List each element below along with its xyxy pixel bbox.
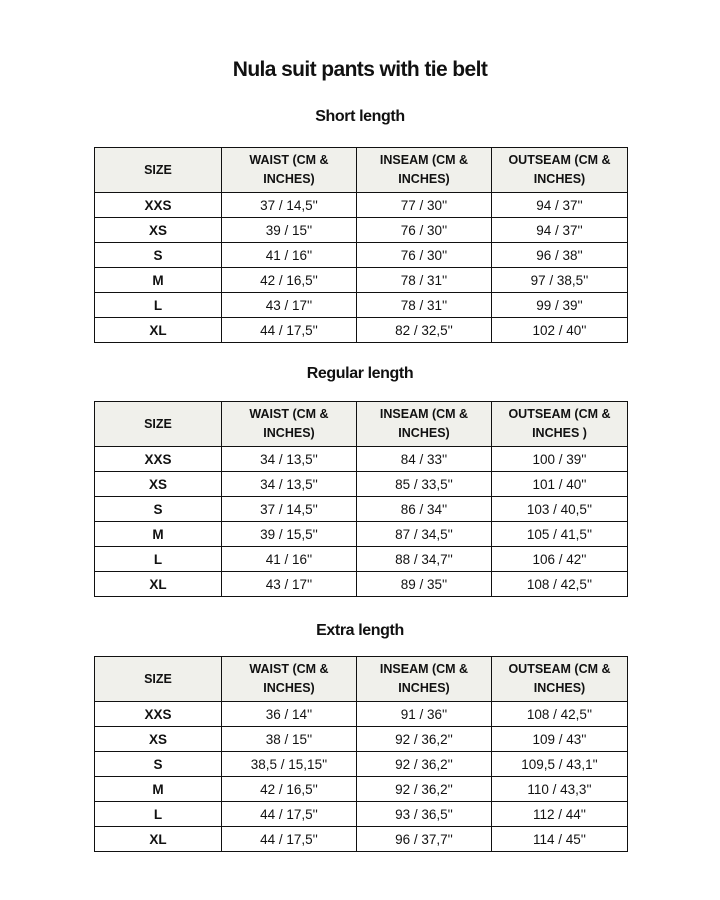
waist-cell: 43 / 17'' (222, 293, 357, 318)
outseam-cell: 97 / 38,5'' (492, 268, 628, 293)
page-title: Nula suit pants with tie belt (232, 58, 488, 81)
table-row (95, 547, 628, 572)
outseam-cell: 108 / 42,5'' (492, 572, 628, 597)
outseam-cell: 114 / 45'' (492, 827, 628, 852)
size-cell: S (95, 243, 222, 268)
size-cell: XS (95, 218, 222, 243)
table-row (95, 318, 628, 343)
table-row (95, 218, 628, 243)
header-inseam: INSEAM (CM & INCHES) (357, 657, 492, 702)
waist-cell: 44 / 17,5'' (222, 802, 357, 827)
size-table-short-length (94, 147, 628, 343)
inseam-cell: 87 / 34,5'' (357, 522, 492, 547)
outseam-cell: 106 / 42'' (492, 547, 628, 572)
size-cell: S (95, 497, 222, 522)
size-cell: XS (95, 727, 222, 752)
waist-cell: 42 / 16,5'' (222, 777, 357, 802)
table-row (95, 827, 628, 852)
inseam-cell: 77 / 30'' (357, 193, 492, 218)
inseam-cell: 78 / 31'' (357, 293, 492, 318)
size-table-regular-length (94, 401, 628, 597)
table-row (95, 497, 628, 522)
size-cell: L (95, 293, 222, 318)
table-row (95, 752, 628, 777)
table-row (95, 702, 628, 727)
size-cell: L (95, 547, 222, 572)
inseam-cell: 82 / 32,5'' (357, 318, 492, 343)
size-cell: XL (95, 318, 222, 343)
waist-cell: 34 / 13,5'' (222, 472, 357, 497)
size-cell: M (95, 522, 222, 547)
inseam-cell: 76 / 30'' (357, 218, 492, 243)
header-waist: WAIST (CM & INCHES) (222, 657, 357, 702)
outseam-cell: 109,5 / 43,1'' (492, 752, 628, 777)
inseam-cell: 92 / 36,2'' (357, 777, 492, 802)
size-table-extra-length (94, 656, 628, 852)
header-inseam: INSEAM (CM & INCHES) (357, 402, 492, 447)
inseam-cell: 91 / 36'' (357, 702, 492, 727)
waist-cell: 43 / 17'' (222, 572, 357, 597)
header-waist: WAIST (CM & INCHES) (222, 148, 357, 193)
size-cell: L (95, 802, 222, 827)
table-row (95, 472, 628, 497)
waist-cell: 42 / 16,5'' (222, 268, 357, 293)
outseam-cell: 100 / 39'' (492, 447, 628, 472)
section-title-extra-length: Extra length (316, 622, 404, 639)
inseam-cell: 89 / 35'' (357, 572, 492, 597)
table-row (95, 802, 628, 827)
outseam-cell: 96 / 38'' (492, 243, 628, 268)
inseam-cell: 92 / 36,2'' (357, 752, 492, 777)
outseam-cell: 103 / 40,5'' (492, 497, 628, 522)
outseam-cell: 112 / 44'' (492, 802, 628, 827)
size-cell: M (95, 268, 222, 293)
table-row (95, 243, 628, 268)
inseam-cell: 76 / 30'' (357, 243, 492, 268)
size-cell: XL (95, 572, 222, 597)
inseam-cell: 92 / 36,2'' (357, 727, 492, 752)
waist-cell: 44 / 17,5'' (222, 318, 357, 343)
inseam-cell: 86 / 34'' (357, 497, 492, 522)
size-cell: S (95, 752, 222, 777)
size-cell: XS (95, 472, 222, 497)
header-outseam: OUTSEAM (CM & INCHES) (492, 657, 628, 702)
header-outseam: OUTSEAM (CM & INCHES ) (492, 402, 628, 447)
outseam-cell: 94 / 37'' (492, 218, 628, 243)
size-cell: XXS (95, 193, 222, 218)
table-header-row (95, 148, 628, 193)
table-row (95, 268, 628, 293)
inseam-cell: 85 / 33,5'' (357, 472, 492, 497)
waist-cell: 38,5 / 15,15'' (222, 752, 357, 777)
waist-cell: 44 / 17,5'' (222, 827, 357, 852)
waist-cell: 39 / 15,5'' (222, 522, 357, 547)
inseam-cell: 96 / 37,7'' (357, 827, 492, 852)
outseam-cell: 94 / 37'' (492, 193, 628, 218)
size-cell: M (95, 777, 222, 802)
size-cell: XL (95, 827, 222, 852)
table-row (95, 572, 628, 597)
inseam-cell: 88 / 34,7'' (357, 547, 492, 572)
outseam-cell: 105 / 41,5'' (492, 522, 628, 547)
waist-cell: 37 / 14,5'' (222, 193, 357, 218)
waist-cell: 34 / 13,5'' (222, 447, 357, 472)
inseam-cell: 84 / 33'' (357, 447, 492, 472)
waist-cell: 41 / 16'' (222, 243, 357, 268)
outseam-cell: 109 / 43'' (492, 727, 628, 752)
table-header-row (95, 657, 628, 702)
header-size: SIZE (95, 148, 222, 193)
outseam-cell: 102 / 40'' (492, 318, 628, 343)
table-header-row (95, 402, 628, 447)
outseam-cell: 99 / 39'' (492, 293, 628, 318)
inseam-cell: 78 / 31'' (357, 268, 492, 293)
waist-cell: 39 / 15'' (222, 218, 357, 243)
table-row (95, 727, 628, 752)
table-row (95, 777, 628, 802)
section-title-short-length: Short length (315, 108, 405, 125)
outseam-cell: 110 / 43,3'' (492, 777, 628, 802)
section-title-regular-length: Regular length (306, 365, 414, 382)
header-size: SIZE (95, 657, 222, 702)
header-waist: WAIST (CM & INCHES) (222, 402, 357, 447)
waist-cell: 36 / 14'' (222, 702, 357, 727)
waist-cell: 37 / 14,5'' (222, 497, 357, 522)
table-row (95, 522, 628, 547)
inseam-cell: 93 / 36,5'' (357, 802, 492, 827)
header-outseam: OUTSEAM (CM & INCHES) (492, 148, 628, 193)
table-row (95, 193, 628, 218)
table-row (95, 447, 628, 472)
header-size: SIZE (95, 402, 222, 447)
outseam-cell: 101 / 40'' (492, 472, 628, 497)
outseam-cell: 108 / 42,5'' (492, 702, 628, 727)
size-cell: XXS (95, 447, 222, 472)
waist-cell: 41 / 16'' (222, 547, 357, 572)
size-cell: XXS (95, 702, 222, 727)
header-inseam: INSEAM (CM & INCHES) (357, 148, 492, 193)
table-row (95, 293, 628, 318)
waist-cell: 38 / 15'' (222, 727, 357, 752)
